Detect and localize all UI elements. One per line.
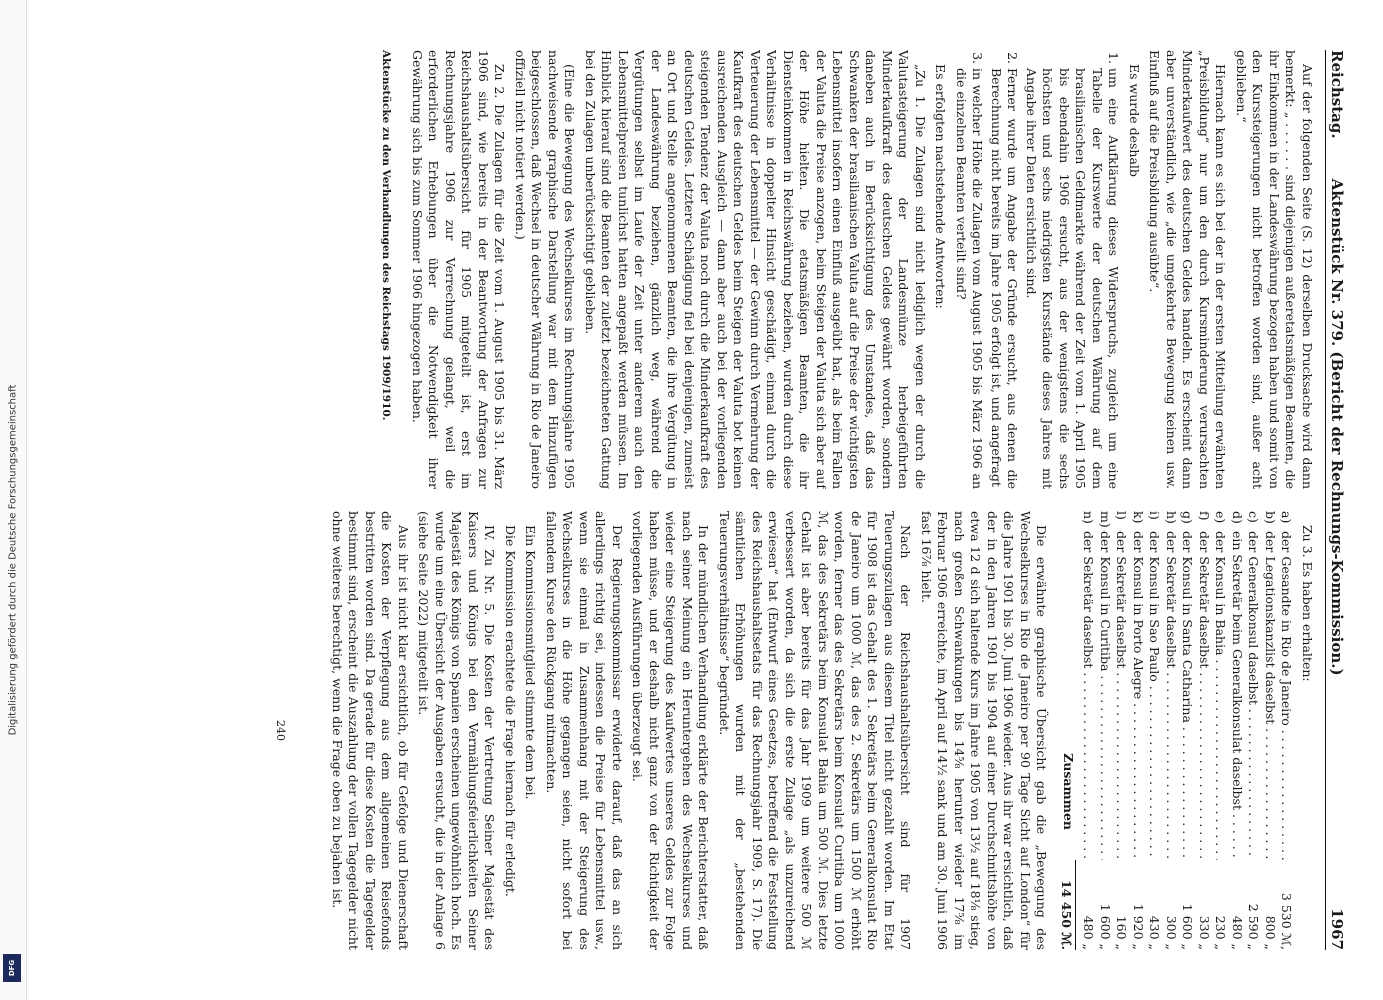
table-row: h) der Sekretär daselbst . . . 300 „ bbox=[1163, 511, 1180, 950]
paragraph: Die Kommission erachtete die Frage hiernach für erledigt. bbox=[503, 525, 518, 897]
page-number: 240 bbox=[274, 720, 288, 741]
paragraph: Es erfolgten nachstehende Antworten: bbox=[933, 64, 949, 309]
table-row: g) der Konsul in Santa Catharina . . . 1 600 „ bbox=[1179, 511, 1196, 950]
header-left: Reichstag. bbox=[1328, 50, 1347, 139]
paragraph: Auf der folgenden Seite (S. 12) derselben Drucksache wird dann bemerkt: „ . . . . . . sind diejenigen außeretatsmäßigen Beamten, die ihr Einkommen in der Landeswährung bezogen haben und somit von den Kurssteigerungen nicht betroffen worden sind, außer acht geblieben.“ bbox=[1234, 50, 1315, 489]
paragraph: IV. Zu Nr. 5. Die Kosten der Vertretung Seiner Majestät des Kaisers und Königs bei den Vermählungsfeierlichkeiten Seiner Majestät des Königs von Spanien erscheinen ungewöhnlich hoch. Es wurde um eine Übersicht der Ausgaben ersucht, die in der Anlage 6 (siehe Seite 2022) mitgeteilt ist. bbox=[416, 511, 498, 950]
table-row: i) der Konsul in Sao Paulo . . . 430 „ bbox=[1146, 511, 1163, 950]
table-row: n) der Sekretär daselbst . . . 480 „ bbox=[1080, 511, 1097, 950]
table-row: l) der Sekretär daselbst . . . 160 „ bbox=[1113, 511, 1130, 950]
paragraph: Es wurde deshalb bbox=[1127, 64, 1142, 177]
dfg-logo: DFG bbox=[3, 954, 21, 982]
paragraph: Ein Kommissionsmitglied stimmte dem bei. bbox=[523, 525, 539, 800]
table-row: c) der Generalkonsul daselbst . . . 2 590 „ bbox=[1245, 511, 1262, 950]
page-header bbox=[1325, 50, 1355, 950]
right-column bbox=[85, 511, 1315, 950]
allowance-table bbox=[1080, 511, 1295, 950]
header-page-number: 1967 bbox=[1328, 908, 1347, 950]
paragraph: Zu 2. Die Zulagen für die Zeit vom 1. August 1905 bis 31. März 1906 sind, wie bereits in der Beantwortung der Anfragen zur Reichshaushaltsübersicht für 1905 mitgeteilt ist, erst im Rechnungsjahre 1906 zur Verrechnung gelangt, weil die erforderlichen Erhebungen über die Notwendigkeit ihrer Gewährung sich bis zum Sommer 1906 hingezogen haben. bbox=[410, 50, 508, 489]
left-column bbox=[85, 50, 1315, 489]
table-row: d) ein Sekretär beim Generalkonsulat daselbst . . . 480 „ bbox=[1229, 511, 1246, 950]
table-row: a) der Gesandte in Rio de Janeiro . . . 3 530 ℳ, bbox=[1278, 511, 1295, 950]
paragraph: Hiernach kann es sich bei der in der ersten Mitteilung erwähnten „Preisbildung“ nur um den durch Kursminderung verursachten Minderkaufwert des deutschen Geldes handeln. Es erscheint dann aber unverständlich, wie „die umgekehrte Bewegung keinen usw. Einfluß auf die Preisbildung ausübte“. bbox=[1147, 50, 1229, 489]
table-row: e) der Konsul in Bahia . . . 230 „ bbox=[1212, 511, 1229, 950]
table-row: m) der Konsul in Curitiba . . . 1 600 „ bbox=[1097, 511, 1114, 950]
total-label: Zusammen bbox=[1061, 753, 1076, 830]
paragraph: Aus ihr ist nicht klar ersichtlich, ob für Gefolge und Dienerschaft die Kosten der Verpflegung aus dem allgemeinen Reisefonds bestritten worden sind. Da gerade für diese Kosten die Tagegelder bestimmt sind, erscheint die Auszahlung der vollen Tagegelder nicht ohne weiteres berechtigt, wenn die Frage oben zu bejahen ist. bbox=[330, 511, 411, 950]
list-item: 3. in welcher Höhe die Zulagen vom August 1905 bis März 1906 an die einzelnen Beamten verteilt sind? bbox=[953, 68, 986, 489]
list-item: 1. um eine Aufklärung dieses Widerspruchs, zugleich um eine Tabelle der Kurswerte der deutschen Währung auf dem brasilianischen Geldmarkte während der Zeit vom 1. April 1905 bis ebendahin 1906 ersucht, aus der wenigstens die sechs höchsten und sechs niedrigsten Kursstände dieses Jahres mit Angabe ihrer Daten ersichtlich sind. bbox=[1023, 68, 1122, 489]
document-page bbox=[55, 50, 1355, 950]
total-value: 14 450 ℳ. bbox=[1058, 860, 1077, 950]
table-row: k) der Konsul in Porto Alegre . . . 1 920 „ bbox=[1130, 511, 1147, 950]
paragraph: Zu 3. Es haben erhalten: bbox=[1300, 525, 1315, 682]
numbered-list bbox=[953, 50, 1122, 489]
paragraph: Nach der Reichshaushaltsübersicht sind für 1907 Teuerungszulagen aus diesem Titel nicht gezahlt worden. Im Etat für 1908 ist das Gehalt des 1. Sekretärs beim Generalkonsulat Rio de Janeiro um 1000 ℳ, das des 2. Sekretärs um 1500 ℳ erhöht worden, ferner das des Sekretärs beim Konsulat Curitiba um 1000 ℳ, das des Sekretärs beim Konsulat Bahia um 500 ℳ. Dies letzte Gehalt ist aber bereits für das Jahr 1909 um weitere 500 ℳ verbessert worden, da sich die erste Zulage „als unzureichend erwiesen“ hat (Entwurf eines Gesetzes, betreffend die Feststellung des Reichshaushaltsetats für das Rechnungsjahr 1909, S. 17). Die sämtlichen Erhöhungen wurden mit der „bestehenden Teuerungsverhältnisse“ begründet. bbox=[717, 511, 914, 950]
table-row: b) der Legationskanzlist daselbst . . . 800 „ bbox=[1262, 511, 1279, 950]
list-item: 2. Ferner wurde um Angabe der Gründe ersucht, aus denen die Berechnung nicht bereits im Jahre 1905 erfolgt ist, und angefragt bbox=[988, 68, 1021, 489]
dfg-credit-text: Digitalisierung gefördert durch die Deutsche Forschungsgemeinschaft bbox=[7, 384, 19, 736]
text-columns bbox=[85, 50, 1315, 950]
table-row: f) der Sekretär daselbst . . . 330 „ bbox=[1196, 511, 1213, 950]
paragraph: In der mündlichen Verhandlung erklärte der Berichterstatter, daß nach seiner Meinung ein Heruntergehen des Wechselkurses und wieder eine Steigerung des Kaufwertes unseres Geldes zur Folge haben müsse, und er deshalb nicht ganz von der Richtigkeit der vorliegenden Ausführungen überzeugt sei. bbox=[630, 511, 712, 950]
table-total bbox=[1058, 511, 1077, 950]
header-title: Aktenstück Nr. 379. (Bericht der Rechnungs-Kommission.) bbox=[1328, 178, 1347, 676]
paragraph: „Zu 1. Die Zulagen sind nicht lediglich wegen der durch die Valutasteigerung der Landesmünze herbeigeführten Minderkaufkraft des deutschen Geldes gewährt worden, sondern daneben auch in Berücksichtigung des Umstandes, daß das Schwanken der brasilianischen Valuta auf die Preise der wichtigsten Lebensmittel insofern einen Einfluß ausgeübt hat, als beim Fallen der Valuta die Preise anzogen, beim Steigen der Valuta sich aber auf der Höhe hielten. Die etatsmäßigen Beamten, die ihr Diensteinkommen in Reichswährung beziehen, wurden durch diese Verhältnisse in doppelter Hinsicht geschädigt, einmal durch die Verteuerung der Lebensmittel — der Gewinn durch Vermehrung der Kaufkraft des deutschen Geldes beim Steigen der Valuta bot keinen ausreichenden Ausgleich — dann aber auch bei der vorliegenden steigenden Tendenz der Valuta noch durch die Minderkaufkraft des deutschen Geldes. Letztere Schädigung fiel bei denjenigen, zumeist an Ort und Stelle angenommenen Beamten, die ihre Vergütung in der Landeswährung beziehen, gänzlich weg, während die Vergütungen selbst im Laufe der Zeit unter anderem auch den Lebensmittelpreisen tunlichst hatten angepaßt werden müssen. Im Hinblick hierauf sind die Beamten der zuletzt bezeichneten Gattung bei den Zulagen unberücksichtigt geblieben. bbox=[583, 50, 928, 489]
digitization-sidebar bbox=[0, 0, 27, 1000]
page-footnote: Aktenstücke zu den Verhandlungen des Reichstags 1909/1910. bbox=[380, 50, 393, 421]
paragraph: (Eine die Bewegung des Wechselkurses im Rechnungsjahre 1905 nachweisende graphische Darstellung war mit dem Hinzufügen beigeschlossen, daß Wechsel in deutscher Währung in Rio de Janeiro offiziell nicht notiert werden.) bbox=[513, 50, 578, 489]
paragraph: Der Regierungskommissar erwiderte darauf, daß das an sich allerdings richtig sei, indessen die Preise für Lebensmittel usw., wenn sie einmal in Zusammenhang mit der Steigerung des Wechselkurses in die Höhe gegangen seien, nicht sofort bei fallendem Kurse den Rückgang mitmachten. bbox=[544, 511, 625, 950]
paragraph: Die erwähnte graphische Übersicht gab die „Bewegung des Wechselkurses in Rio de Janeiro per 90 Tage Sicht auf London“ für die Jahre 1901 bis 30. Juni 1906 wieder. Aus ihr war ersichtlich, daß der in den Jahren 1901 bis 1904 auf einer Durchschnittshöhe von etwa 12 d sich haltende Kurs im Jahre 1905 von 13½ auf 18⅛ stieg, nach großen Schwankungen bis 14⅝ herunter wieder 17⅝ im Februar 1906 erreichte, im April auf 14½ sank und am 30. Juni 1906 fast 16⅞ hielt. bbox=[919, 511, 1050, 950]
